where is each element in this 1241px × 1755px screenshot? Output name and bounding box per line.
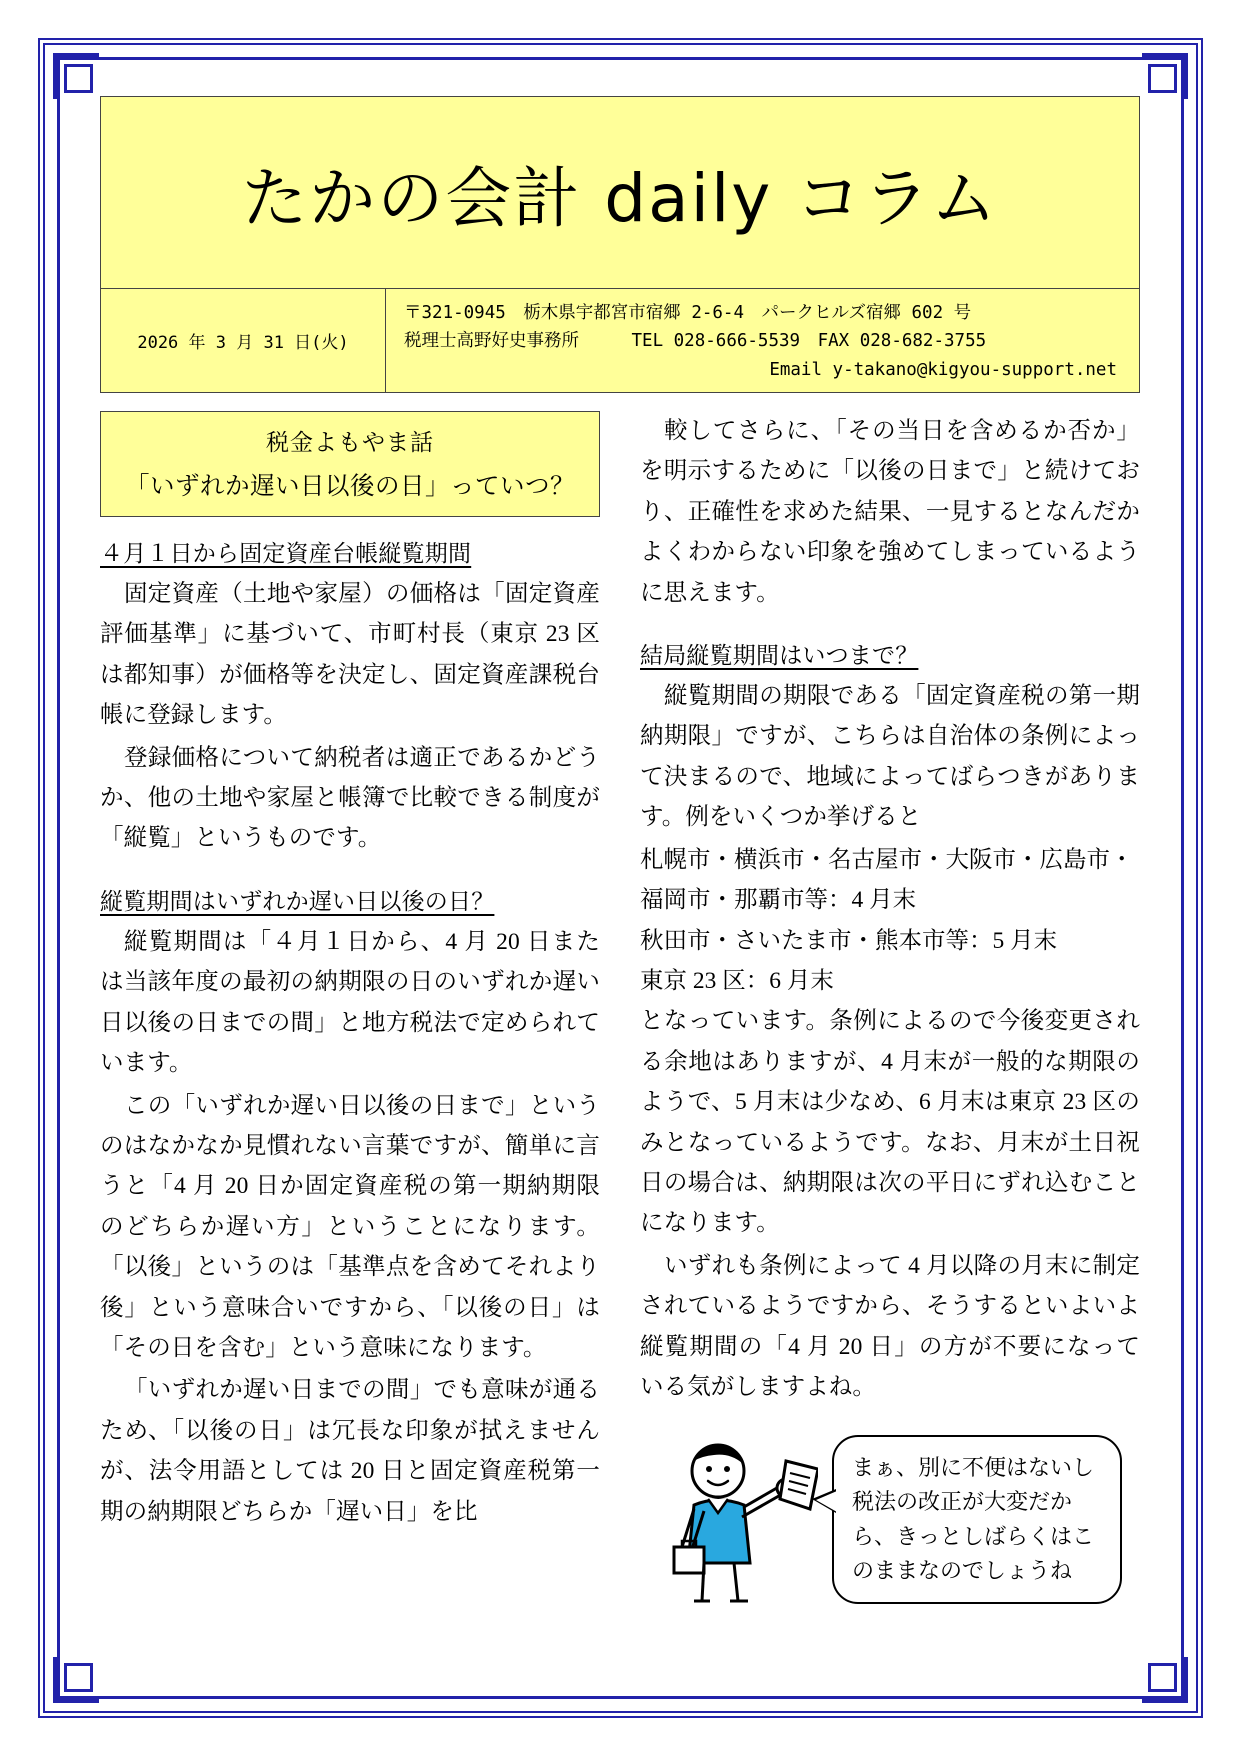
section2-paragraph-3: 「いずれか遅い日までの間」でも意味が通るため、「以後の日」は冗長な印象が拭えませんが、法令用語としては 20 日と固定資産税第一期の納期限どちらか「遅い日」を比 bbox=[100, 1377, 600, 1525]
speech-bubble: まぁ、別に不便はないし税法の改正が大変だから、きっとしばらくはこのままなのでしょうね bbox=[832, 1435, 1122, 1603]
section2-paragraph-1: 縦覧期間は「４月１日から、4 月 20 日または当該年度の最初の納期限の日のいずれか遅い日以後の日までの間」と地方税法で定められています。 bbox=[100, 928, 600, 1077]
section2-paragraph-2: この「いずれか遅い日以後の日まで」というのはなかなか見慣れない言葉ですが、簡単に言うと「4 月 20 日か固定資産税の第一期納期限のどちらか遅い方」ということになります。「以後」というのは「基準点を含めてそれより後」という意味合いですから、「以後の日」は「その日を含む」という意味になります。 bbox=[100, 1092, 600, 1361]
section1-paragraph-2: 登録価格について納税者は適正であるかどうか、他の土地や家屋と帳簿で比較できる制度が「縦覧」というものです。 bbox=[100, 744, 600, 852]
city-deadline-line: 秋田市・さいたま市・熊本市等：5 月末 bbox=[640, 927, 1058, 954]
section1-paragraph-1: 固定資産（土地や家屋）の価格は「固定資産評価基準」に基づいて、市町村長（東京 23 区は都知事）が価格等を決定し、固定資産課税台帳に登録します。 bbox=[100, 581, 600, 729]
section-heading-2: 縦覧期間はいずれか遅い日以後の日？ bbox=[100, 888, 495, 914]
section-heading-1: ４月１日から固定資産台帳縦覧期間 bbox=[100, 541, 472, 567]
office-contact-block bbox=[386, 289, 1139, 392]
right-column bbox=[640, 411, 1140, 1605]
office-email-line: Email y-takano@kigyou-support.net bbox=[769, 359, 1117, 380]
corner-ornament-bottom-right bbox=[1142, 1657, 1188, 1703]
section-heading-3: 結局縦覧期間はいつまで？ bbox=[640, 643, 919, 669]
corner-ornament-top-right bbox=[1142, 53, 1188, 99]
masthead-title: たかの会計 daily コラム bbox=[241, 160, 999, 237]
city-deadline-list bbox=[640, 840, 1140, 1002]
city-deadline-line: 札幌市・横浜市・名古屋市・大阪市・広島市・ bbox=[640, 846, 1134, 873]
corner-ornament-bottom-left bbox=[53, 1657, 99, 1703]
article-headline-box bbox=[100, 411, 600, 517]
section3-paragraph-1: 縦覧期間の期限である「固定資産税の第一期納期限」ですが、こちらは自治体の条例によって決まるので、地域によってばらつきがあります。例をいくつか挙げると bbox=[640, 683, 1140, 831]
headline-title: 「いずれか遅い日以後の日」っていつ？ bbox=[125, 473, 575, 501]
section3-paragraph-2: となっています。条例によるので今後変更される余地はありますが、4 月末が一般的な期限のようで、5 月末は少なめ、6 月末は東京 23 区のみとなっているようです。なお、月末が土日祝日の場合は、納期限は次の平日にずれ込むことになります。 bbox=[640, 1008, 1140, 1237]
city-deadline-line: 福岡市・那覇市等：4 月末 bbox=[640, 887, 917, 914]
city-deadline-line: 東京 23 区：6 月末 bbox=[640, 967, 834, 994]
section3-paragraph-3: いずれも条例によって 4 月以降の月末に制定されているようですから、そうするといよいよ縦覧期間の「4 月 20 日」の方が不要になっている気がしますよね。 bbox=[640, 1252, 1140, 1400]
masthead bbox=[100, 96, 1140, 289]
office-phone-line: 税理士高野好史事務所 TEL 028-666-5539 FAX 028-682-3755 bbox=[404, 331, 987, 352]
publication-date: 2026 年 3 月 31 日(火) bbox=[101, 289, 386, 392]
article-columns bbox=[100, 411, 1140, 1605]
person-illustration bbox=[658, 1435, 818, 1605]
left-column bbox=[100, 411, 600, 1605]
continued-paragraph: 較してさらに、「その当日を含めるか否か」を明示するために「以後の日まで」と続けており、正確性を求めた結果、一見するとなんだかよくわからない印象を強めてしまっているように思えます。 bbox=[640, 418, 1140, 606]
newsletter-content bbox=[100, 96, 1140, 1605]
publication-info-bar bbox=[100, 289, 1140, 393]
office-address-line: 〒321-0945 栃木県宇都宮市宿郷 2-6-4 パークヒルズ宿郷 602 号 bbox=[404, 303, 972, 323]
headline-kicker: 税金よもやま話 bbox=[266, 430, 434, 456]
corner-ornament-top-left bbox=[53, 53, 99, 99]
illustration-row bbox=[640, 1435, 1140, 1605]
